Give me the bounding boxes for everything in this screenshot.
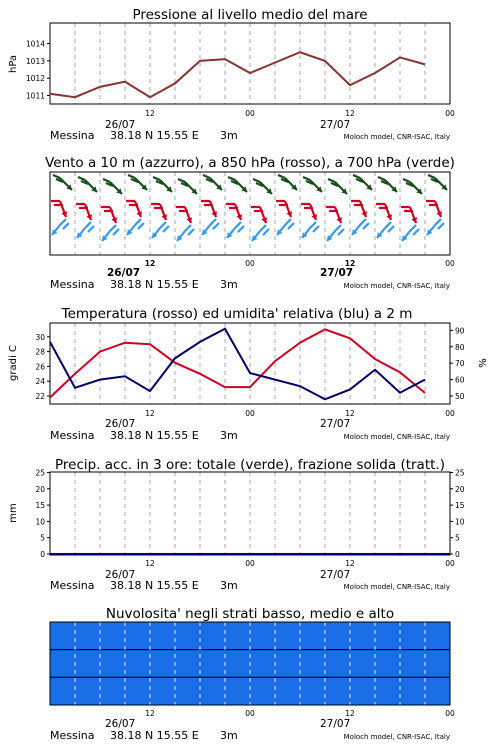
- temperature-date-1: 26/07: [105, 418, 136, 430]
- y-tick-label: 22: [35, 392, 45, 401]
- wind-date-1: 26/07: [107, 267, 141, 279]
- hour-tick-label: 00: [445, 409, 455, 418]
- y-tick-label: 1012: [25, 74, 45, 84]
- cloud-title: Nuvolosita' negli strati basso, medio e alto: [105, 606, 395, 622]
- footer-coords: 38.18 N 15.55 E: [110, 278, 199, 291]
- y-tick-label: 10: [35, 517, 45, 527]
- precipitation-footer: [50, 579, 450, 592]
- y-tick-label: 28: [35, 347, 45, 357]
- footer-coords: 38.18 N 15.55 E: [110, 729, 199, 742]
- temperature-y-label: gradi C: [8, 345, 19, 381]
- wind-title: Vento a 10 m (azzurro), a 850 hPa (rosso), a 700 hPa (verde): [45, 155, 455, 171]
- cloud-date-2: 27/07: [320, 718, 351, 730]
- footer-elevation: 3m: [220, 429, 238, 442]
- hour-tick-label: 12: [144, 259, 156, 268]
- hour-tick-label: 00: [445, 259, 455, 268]
- cloud-date-1: 26/07: [105, 718, 136, 730]
- y-tick-label-right: 0: [455, 550, 460, 559]
- y-tick-label-right: 15: [455, 501, 465, 511]
- footer-city: Messina: [50, 278, 95, 291]
- temperature-footer: [50, 429, 450, 442]
- hour-tick-label: 12: [345, 109, 355, 118]
- y-tick-label: 24: [35, 377, 45, 387]
- hour-tick-label: 00: [245, 559, 255, 568]
- y-tick-label-right: 25: [455, 468, 465, 478]
- hour-tick-label: 00: [445, 109, 455, 118]
- hour-tick-label: 00: [445, 559, 455, 568]
- hour-tick-label: 00: [245, 109, 255, 118]
- footer-credit: Moloch model, CNR-ISAC, Italy: [343, 133, 450, 141]
- footer-coords: 38.18 N 15.55 E: [110, 429, 199, 442]
- pressure-date-2: 27/07: [320, 119, 351, 131]
- footer-coords: 38.18 N 15.55 E: [110, 579, 199, 592]
- pressure-date-1: 26/07: [105, 119, 136, 131]
- hour-tick-label: 00: [245, 259, 255, 268]
- y-tick-label-right: 80: [455, 342, 465, 352]
- y-tick-label: 0: [40, 550, 45, 559]
- footer-city: Messina: [50, 579, 95, 592]
- hour-tick-label: 00: [445, 709, 455, 718]
- humidity-y-label: %: [478, 358, 489, 368]
- y-tick-label: 30: [35, 332, 45, 342]
- y-tick-label: 1011: [25, 91, 45, 101]
- wind-date-2: 27/07: [320, 267, 354, 279]
- footer-city: Messina: [50, 429, 95, 442]
- hour-tick-label: 12: [145, 559, 155, 568]
- pressure-series-line: [50, 52, 425, 97]
- y-tick-label-right: 10: [455, 517, 465, 527]
- footer-elevation: 3m: [220, 129, 238, 142]
- precipitation-y-label: mm: [8, 503, 19, 523]
- y-tick-label: 5: [40, 533, 45, 543]
- y-tick-label: 25: [35, 468, 45, 478]
- hour-tick-label: 12: [345, 709, 355, 718]
- y-tick-label: 1014: [25, 39, 45, 49]
- temperature-title: Temperatura (rosso) ed umidita' relativa (blu) a 2 m: [61, 306, 413, 322]
- temperature-series-line: [50, 329, 425, 397]
- wind-panel: [45, 155, 455, 291]
- y-tick-label-right: 50: [455, 392, 465, 401]
- footer-elevation: 3m: [220, 579, 238, 592]
- footer-credit: Moloch model, CNR-ISAC, Italy: [343, 282, 450, 290]
- y-tick-label: 26: [35, 362, 45, 372]
- y-tick-label-right: 70: [455, 359, 465, 369]
- temperature-date-2: 27/07: [320, 418, 351, 430]
- wind-footer: [50, 278, 450, 291]
- y-tick-label: 20: [35, 484, 45, 494]
- cloud-layer-band: [50, 622, 450, 650]
- pressure-footer: [50, 129, 450, 142]
- pressure-title: Pressione al livello medio del mare: [132, 7, 368, 23]
- pressure-panel: [8, 7, 455, 142]
- footer-coords: 38.18 N 15.55 E: [110, 129, 199, 142]
- precipitation-panel: [8, 457, 465, 592]
- precipitation-title: Precip. acc. in 3 ore: totale (verde), frazione solida (tratt.): [55, 457, 445, 473]
- footer-elevation: 3m: [220, 729, 238, 742]
- humidity-series-line: [50, 329, 425, 400]
- precipitation-date-1: 26/07: [105, 569, 136, 581]
- y-tick-label-right: 60: [455, 375, 465, 385]
- precipitation-date-2: 27/07: [320, 569, 351, 581]
- y-tick-label: 15: [35, 501, 45, 511]
- y-tick-label-right: 5: [455, 533, 460, 543]
- hour-tick-label: 12: [344, 259, 356, 268]
- pressure-y-label: hPa: [8, 54, 19, 74]
- y-tick-label: 1013: [25, 56, 45, 66]
- hour-tick-label: 00: [245, 409, 255, 418]
- cloud-panel: [50, 606, 455, 742]
- footer-city: Messina: [50, 129, 95, 142]
- hour-tick-label: 12: [145, 109, 155, 118]
- hour-tick-label: 12: [345, 409, 355, 418]
- hour-tick-label: 00: [245, 709, 255, 718]
- temperature-panel: [8, 306, 489, 442]
- cloud-footer: [50, 729, 450, 742]
- hour-tick-label: 12: [345, 559, 355, 568]
- footer-credit: Moloch model, CNR-ISAC, Italy: [343, 733, 450, 741]
- footer-credit: Moloch model, CNR-ISAC, Italy: [343, 433, 450, 441]
- hour-tick-label: 12: [145, 409, 155, 418]
- footer-city: Messina: [50, 729, 95, 742]
- footer-elevation: 3m: [220, 278, 238, 291]
- y-tick-label-right: 20: [455, 484, 465, 494]
- hour-tick-label: 12: [145, 709, 155, 718]
- y-tick-label-right: 90: [455, 326, 465, 336]
- footer-credit: Moloch model, CNR-ISAC, Italy: [343, 583, 450, 591]
